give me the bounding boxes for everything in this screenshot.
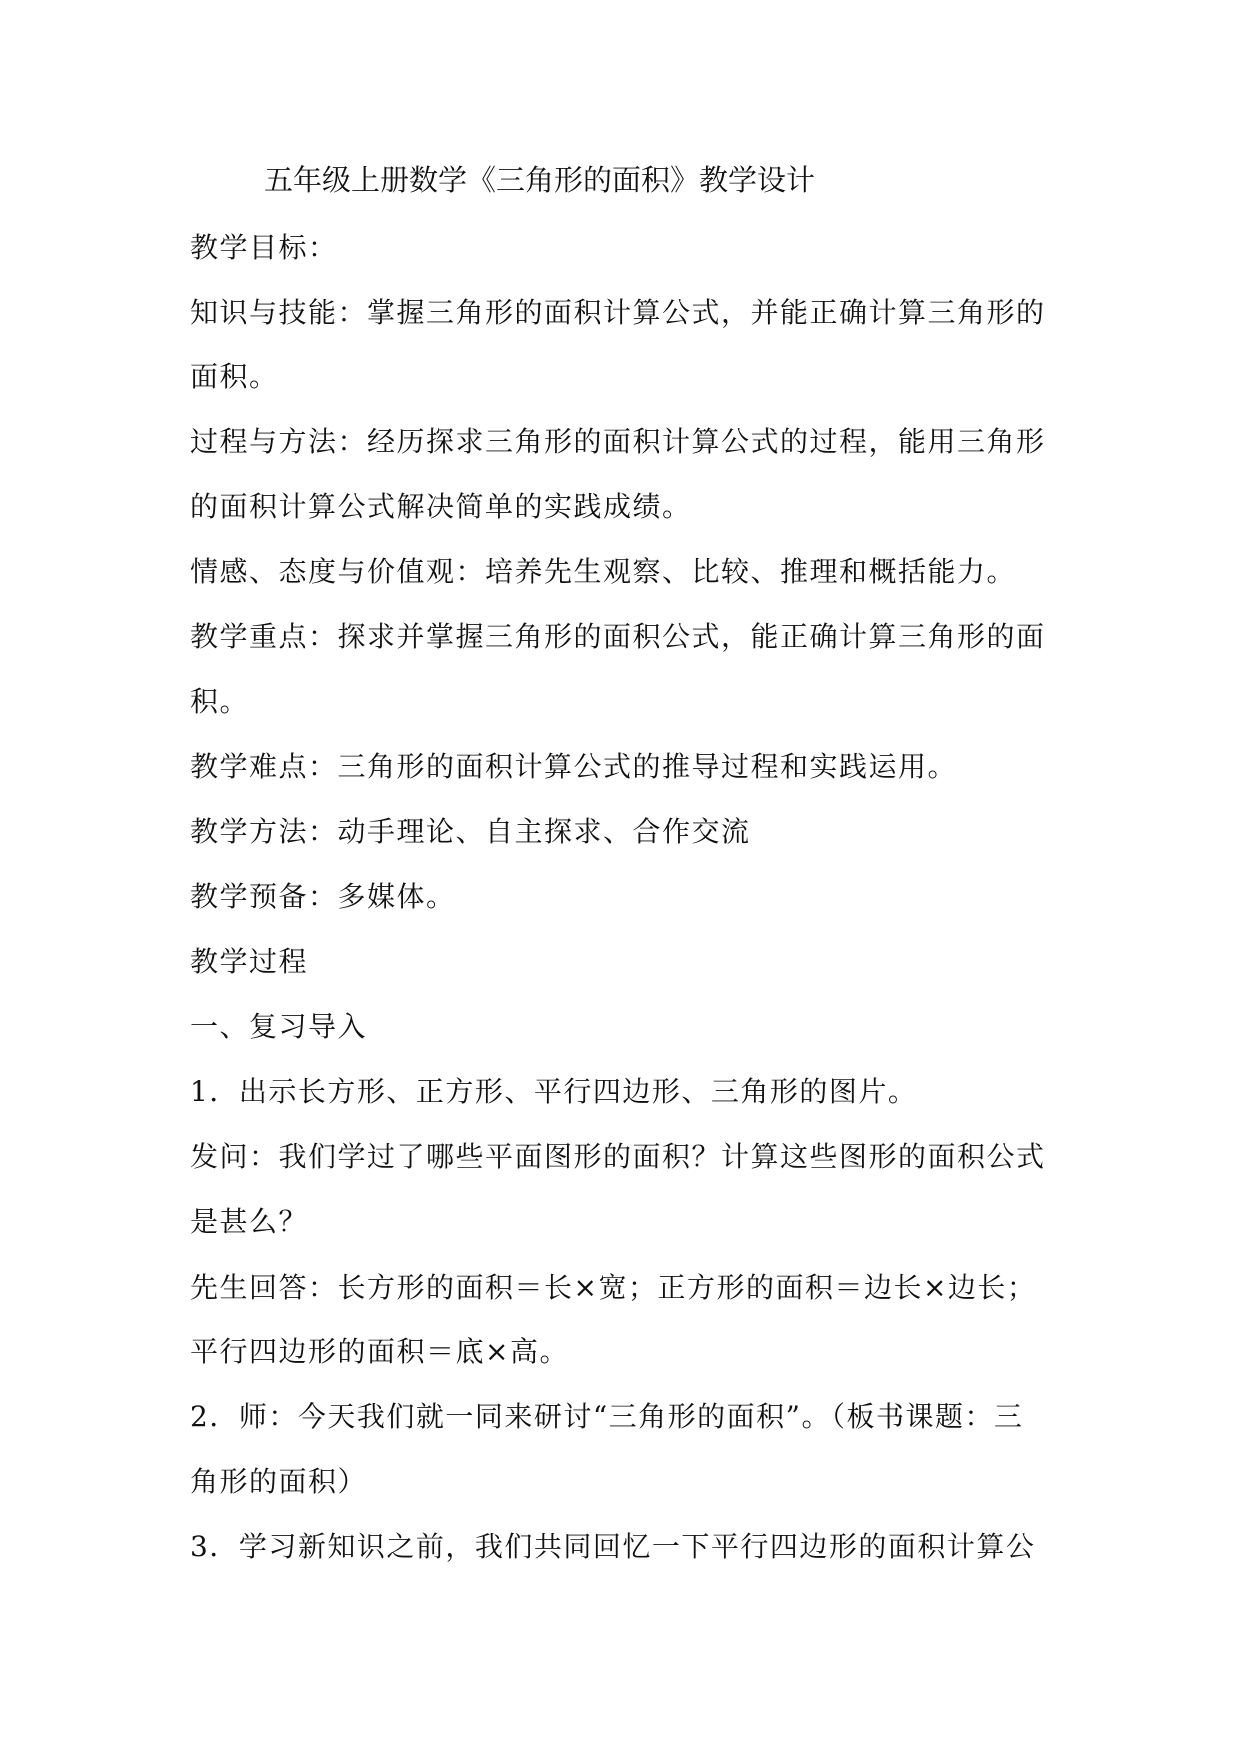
paragraph-line: 教学重点：探求并掌握三角形的面积公式，能正确计算三角形的面 <box>190 620 1046 653</box>
paragraph-line: 1．出示长方形、正方形、平行四边形、三角形的图片。 <box>190 1075 918 1108</box>
paragraph-line: 教学预备：多媒体。 <box>190 880 456 913</box>
paragraph-line: 3．学习新知识之前，我们共同回忆一下平行四边形的面积计算公 <box>190 1530 1036 1563</box>
paragraph-line: 的面积计算公式解决简单的实践成绩。 <box>190 490 692 523</box>
paragraph-line: 是甚么？ <box>190 1205 309 1238</box>
paragraph-line: 知识与技能：掌握三角形的面积计算公式，并能正确计算三角形的 <box>190 296 1046 329</box>
paragraph-line: 教学方法：动手理论、自主探求、合作交流 <box>190 815 751 848</box>
paragraph-line: 情感、态度与价值观：培养先生观察、比较、推理和概括能力。 <box>190 555 1017 588</box>
paragraph-line: 发问：我们学过了哪些平面图形的面积？计算这些图形的面积公式 <box>190 1140 1046 1173</box>
paragraph-line: 积。 <box>190 685 250 718</box>
paragraph-line: 平行四边形的面积＝底×高。 <box>190 1335 569 1368</box>
section-heading-teaching-process: 教学过程 <box>190 945 309 978</box>
paragraph-line: 先生回答：长方形的面积＝长×宽；正方形的面积＝边长×边长； <box>190 1271 1037 1304</box>
section-heading-teaching-goals: 教学目标： <box>190 231 338 264</box>
paragraph-line: 2．师：今天我们就一同来研讨“三角形的面积”。（板书课题：三 <box>190 1400 1024 1433</box>
paragraph-line: 过程与方法：经历探求三角形的面积计算公式的过程，能用三角形 <box>190 425 1046 458</box>
paragraph-line: 面积。 <box>190 360 279 393</box>
document-title: 五年级上册数学《三角形的面积》教学设计 <box>264 163 816 197</box>
section-heading-review-intro: 一、复习导入 <box>190 1010 368 1043</box>
paragraph-line: 教学难点：三角形的面积计算公式的推导过程和实践运用。 <box>190 750 958 783</box>
paragraph-line: 角形的面积） <box>190 1465 368 1498</box>
